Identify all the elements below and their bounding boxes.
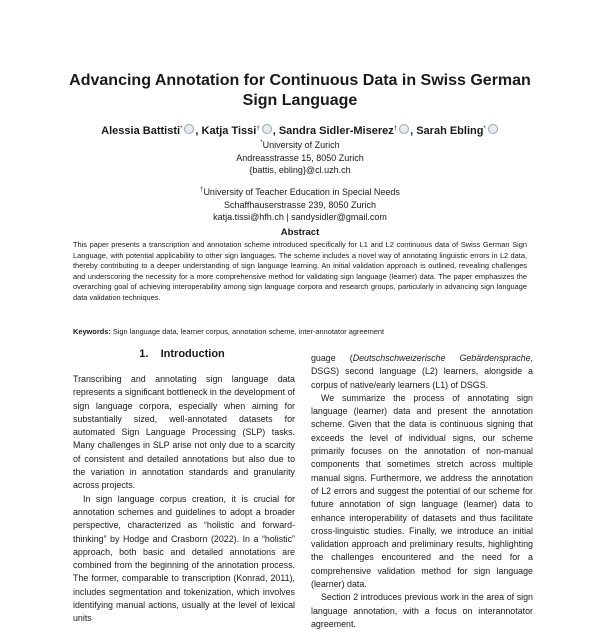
author-list [40,124,560,137]
section-heading-introduction: 1. Introduction [139,348,225,360]
abstract-text: This paper presents a transcription and annotation scheme introduced specifically for L1 and L2 continuous data of Swiss German Sign Language, with potential applicability to other sign languages. The scheme includes a novel way of annotating linguistic errors in L2 data, thereby contributing to a deeper understanding of sign language learning. An initial validation approach is outlined, revealing challenges and underscoring the necessity for a more comprehensive method for validating sign language (learner) data. The paper emphasizes the overarching goal of achieving interoperability among sign language corpora and research groups, particularly in advancing sign language data validation techniques. [73,240,527,302]
abstract-heading: Abstract [280,227,320,238]
paper-title: Advancing Annotation for Continuous Data in Swiss German Sign Language [69,72,531,109]
left-column [73,373,295,624]
right-column [311,352,533,629]
author-3: Sandra Sidler-Miserez† , [278,125,414,137]
orcid-icon[interactable] [184,124,194,134]
paragraph: guage (Deutschschweizerische Gebärdensprache, DSGS) second language (L2) learners, alongside a corpus of native/early learners (L1) of DSGS. [311,353,533,390]
paragraph: In sign language corpus creation, it is crucial for annotation schemes and guidelines to adopt a broader perspective, characterized as “holistic and forward-thinking” by Hodge and Crasborn (2022). In a “holistic” approach, both basic and detailed annotations are combined from the beginning of the annotation process. The former, comparable to transcription (Konrad, 2011), includes segmentation and tokenization, which involves identifying manual actions, usually at the level of lexical units [73,493,295,624]
paragraph: Section 2 introduces previous work in the area of sign language annotation, with a focus on interannotator agreement. [311,592,533,629]
author-2: Katja Tissi† , [201,125,276,137]
orcid-icon[interactable] [399,124,409,134]
author-4: Sarah Ebling* [416,125,499,137]
author-1: Alessia Battisti* , [101,125,199,137]
keywords: Keywords: Sign language data, learner corpus, annotation scheme, inter-annotator agreement [73,327,385,336]
orcid-icon[interactable] [262,124,272,134]
paragraph: Transcribing and annotating sign language data represents a significant bottleneck in the development of sign language corpora, especially when aiming for substantially sized, well-annotated datasets for automated Sign Language Processing (SLP) tasks. Many challenges in SLP arise not only due to a scarcity of consistent and detailed annotations but also due to the variation in annotation standards and granularity across projects. [73,374,295,491]
affiliation-1: *University of Zurich Andreasstrasse 15, 8050 Zurich {battis, ebling}@cl.uzh.ch [236,140,364,175]
affiliation-2: †University of Teacher Education in Special Needs Schaffhauserstrasse 239, 8050 Zurich katja.tissi@hfh.ch | sandysidler@gmail.com [200,187,400,222]
paragraph: We summarize the process of annotating sign language (learner) data and present the annotation scheme. Given that the data is continuous signing that exceeds the level of individual signs, our scheme primarily focuses on the annotation of non-manual components that sometimes stretch across multiple manual signs. Furthermore, we address the annotation of L2 errors and suggest the potential of our scheme for future annotation of sign language (learner) data to enhance interoperability of datasets and thus facilitate cross-linguistic studies. Finally, we introduce an initial validation approach and preliminary results, highlighting the challenges encountered and the need for a comprehensive validation method for sign language (learner) data. [311,392,533,590]
orcid-icon[interactable] [488,124,498,134]
